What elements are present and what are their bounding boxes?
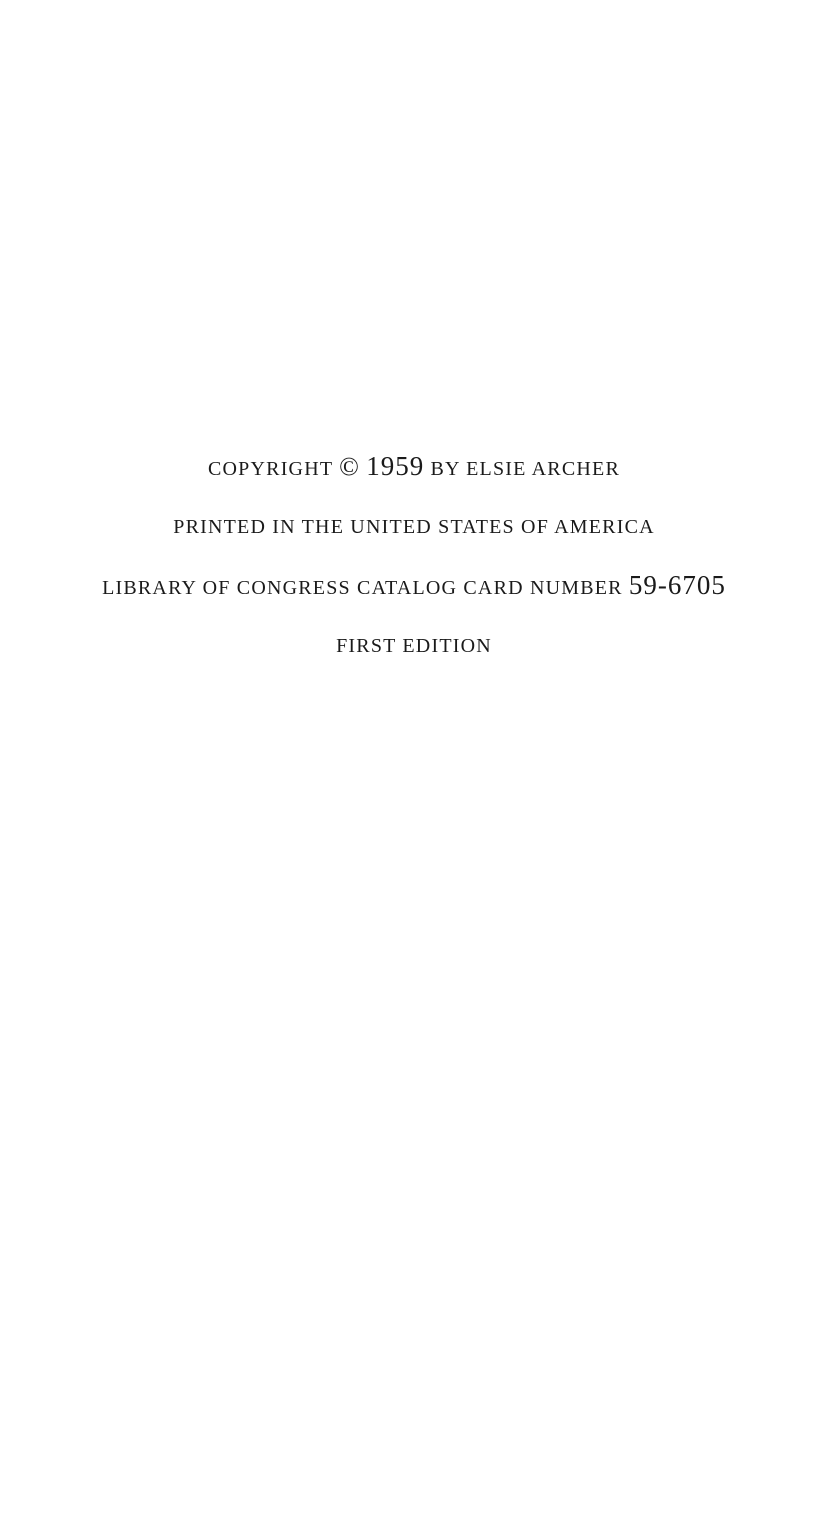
- catalog-label: LIBRARY OF CONGRESS CATALOG CARD NUMBER: [102, 577, 623, 599]
- copyright-holder: BY ELSIE ARCHER: [430, 458, 620, 480]
- printed-line: PRINTED IN THE UNITED STATES OF AMERICA: [173, 516, 655, 538]
- copyright-label: COPYRIGHT: [208, 458, 333, 480]
- copyright-year: 1959: [366, 451, 425, 481]
- catalog-line: [0, 571, 828, 602]
- catalog-number: 59-6705: [628, 570, 726, 600]
- copyright-line: [0, 452, 828, 483]
- edition-line: FIRST EDITION: [336, 635, 492, 657]
- copyright-block: [0, 452, 828, 660]
- copyright-symbol-icon: ©: [339, 452, 361, 481]
